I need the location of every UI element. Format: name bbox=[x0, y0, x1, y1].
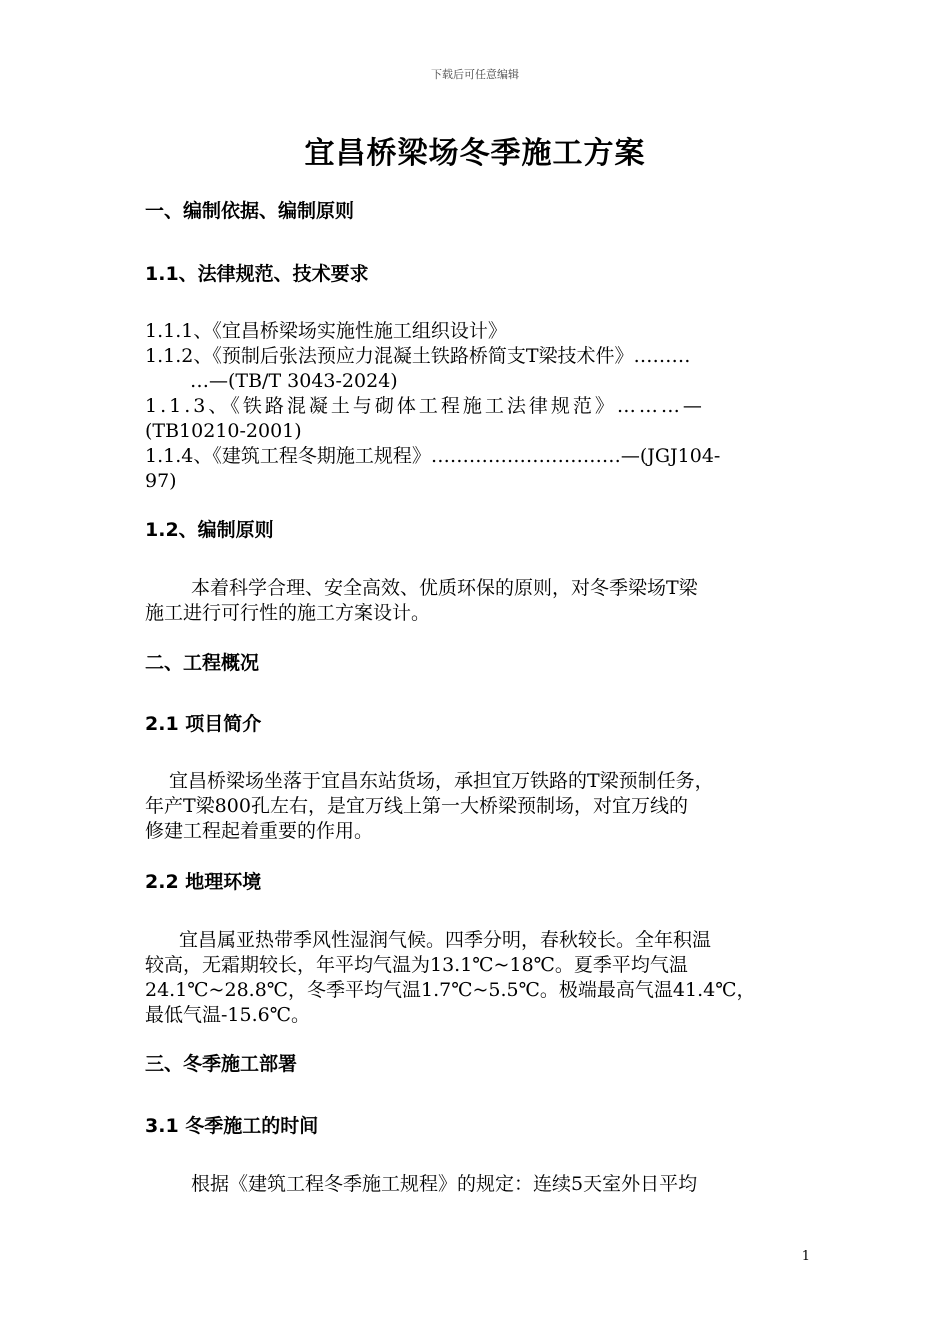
reference-item-2: 1.1.2、《预制后张法预应力混凝土铁路桥简支T梁技术件》……… bbox=[145, 345, 691, 367]
section-heading-2: 二、工程概况 bbox=[145, 652, 260, 674]
section-heading-2-1: 2.1 项目简介 bbox=[145, 713, 262, 735]
paragraph-line: 修建工程起着重要的作用。 bbox=[145, 820, 374, 842]
reference-item-4: 1.1.4、《建筑工程冬期施工规程》…………………………—(JGJ104- bbox=[145, 445, 721, 467]
paragraph-line: 根据《建筑工程冬季施工规程》的规定：连续5天室外日平均 bbox=[191, 1173, 698, 1195]
section-heading-3: 三、冬季施工部署 bbox=[145, 1053, 298, 1075]
paragraph-line: 宜昌属亚热带季风性湿润气候。四季分明，春秋较长。全年积温 bbox=[179, 929, 712, 951]
reference-list bbox=[145, 319, 810, 494]
section-heading-1-1: 1.1、法律规范、技术要求 bbox=[145, 263, 369, 285]
paragraph-winter-time bbox=[145, 1172, 810, 1197]
paragraph-line: 较高，无霜期较长，年平均气温为13.1℃~18℃。夏季平均气温 bbox=[145, 954, 688, 976]
document-title: 宜昌桥梁场冬季施工方案 bbox=[304, 136, 646, 171]
page-number: 1 bbox=[801, 1249, 810, 1264]
paragraph-project-intro bbox=[145, 769, 810, 844]
paragraph-line: 24.1℃~28.8℃，冬季平均气温1.7℃~5.5℃。极端最高气温41.4℃， bbox=[145, 979, 756, 1001]
page-header-note: 下载后可任意编辑 bbox=[431, 68, 519, 81]
reference-item-1: 1.1.1、《宜昌桥梁场实施性施工组织设计》 bbox=[145, 320, 507, 342]
section-heading-1-2: 1.2、编制原则 bbox=[145, 519, 274, 541]
section-heading-2-2: 2.2 地理环境 bbox=[145, 871, 262, 893]
paragraph-line: 宜昌桥梁场坐落于宜昌东站货场，承担宜万铁路的T梁预制任务， bbox=[169, 770, 714, 792]
paragraph-line: 最低气温-15.6℃。 bbox=[145, 1004, 310, 1026]
reference-item-2-cont: …—(TB/T 3043-2024) bbox=[190, 370, 398, 392]
paragraph-line: 本着科学合理、安全高效、优质环保的原则，对冬季梁场T梁 bbox=[191, 577, 698, 599]
paragraph-principle bbox=[145, 576, 810, 626]
reference-item-3-cont: (TB10210-2001) bbox=[145, 420, 302, 442]
paragraph-line: 年产T梁800孔左右，是宜万线上第一大桥梁预制场，对宜万线的 bbox=[145, 795, 688, 817]
section-heading-3-1: 3.1 冬季施工的时间 bbox=[145, 1115, 319, 1137]
reference-item-4-cont: 97) bbox=[145, 470, 177, 492]
paragraph-geography bbox=[145, 928, 810, 1028]
paragraph-line: 施工进行可行性的施工方案设计。 bbox=[145, 602, 431, 624]
reference-item-3: 1.1.3、《铁路混凝土与砌体工程施工法律规范》………— bbox=[145, 395, 705, 417]
section-heading-1: 一、编制依据、编制原则 bbox=[145, 200, 355, 222]
